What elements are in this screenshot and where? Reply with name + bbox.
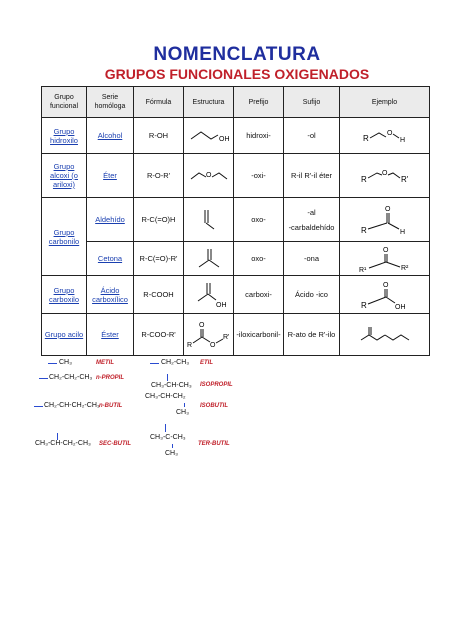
page-subtitle: GRUPOS FUNCIONALES OXIGENADOS xyxy=(104,66,370,82)
header-estructura: Estructura xyxy=(184,87,234,118)
isopropil-bond xyxy=(167,374,168,381)
grupo-alcoxi-link[interactable]: Grupo alcoxi (o ariloxi) xyxy=(50,162,78,189)
example-cell xyxy=(340,118,430,154)
svg-text:O: O xyxy=(381,169,387,177)
cetona-link[interactable]: Cetona xyxy=(97,254,123,263)
svg-text:H: H xyxy=(399,228,405,236)
svg-text:R': R' xyxy=(223,333,230,341)
serie-cell xyxy=(87,242,134,276)
structure-cell xyxy=(184,242,234,276)
terbutil-label: TER-BUTIL xyxy=(198,441,230,447)
grupo-carboxilo-link[interactable]: Grupo carboxilo xyxy=(48,285,79,304)
svg-text:R: R xyxy=(362,133,369,143)
formula-cell: R-C(=O)-R' xyxy=(134,242,184,276)
etil-label: ETIL xyxy=(200,360,213,366)
table-row xyxy=(42,154,430,198)
metil-formula: CH₃ xyxy=(59,359,72,366)
header-sufijo: Sufijo xyxy=(284,87,340,118)
svg-text:H: H xyxy=(399,136,405,144)
isobutil-branch xyxy=(184,403,185,407)
terbutil-methyl: CH₃ xyxy=(165,450,178,457)
header-ejemplo: Ejemplo xyxy=(340,87,430,118)
sufijo-cell: -ona xyxy=(284,242,340,276)
npropil-formula: CH₂-CH₂-CH₃ xyxy=(49,374,93,381)
sufijo-cell xyxy=(284,198,340,242)
formula-cell: R-O-R' xyxy=(134,154,184,198)
npropil-label: n-PROPIL xyxy=(96,375,124,381)
svg-text:O: O xyxy=(382,281,388,289)
eter-link[interactable]: Éter xyxy=(103,171,117,180)
svg-text:R: R xyxy=(187,341,193,349)
grupo-cell xyxy=(42,118,87,154)
svg-text:O: O xyxy=(386,129,392,137)
example-cell xyxy=(340,198,430,242)
svg-text:O: O xyxy=(384,205,390,213)
table-row xyxy=(42,242,430,276)
formula-cell: R-COOH xyxy=(134,276,184,314)
structure-cell xyxy=(184,276,234,314)
grupo-cell xyxy=(42,154,87,198)
serie-cell xyxy=(87,276,134,314)
header-formula: Fórmula xyxy=(134,87,184,118)
etil-bond xyxy=(150,363,159,364)
isobutil-methyl: CH₃ xyxy=(176,409,189,416)
svg-text:R: R xyxy=(360,300,367,310)
secbutil-bond xyxy=(57,433,58,440)
table-row xyxy=(42,118,430,154)
prefijo-cell: carboxi- xyxy=(234,276,284,314)
isopropil-formula: CH₃-CH-CH₃ xyxy=(151,382,192,389)
ketone-structure-drawing xyxy=(187,246,231,272)
prefijo-cell: oxo- xyxy=(234,198,284,242)
serie-cell xyxy=(87,314,134,356)
structure-cell xyxy=(184,118,234,154)
carboxylic-structure-drawing xyxy=(187,280,231,310)
ester-link[interactable]: Éster xyxy=(101,330,119,339)
svg-text:O: O xyxy=(382,246,388,254)
nbutil-bond xyxy=(34,406,43,407)
serie-cell xyxy=(87,154,134,198)
alcohol-example-drawing xyxy=(355,125,415,147)
grupo-cell xyxy=(42,314,87,356)
svg-text:O: O xyxy=(199,321,205,329)
acido-carboxilico-link[interactable]: Ácido carboxílico xyxy=(92,285,128,304)
header-serie: Serie homóloga xyxy=(87,87,134,118)
ketone-example-drawing xyxy=(355,244,415,274)
example-cell xyxy=(340,242,430,276)
prefijo-cell: -iloxicarbonil- xyxy=(234,314,284,356)
secbutil-formula: CH₃-CH-CH₂-CH₃ xyxy=(35,440,91,447)
aldehyde-example-drawing xyxy=(355,203,415,237)
formula-cell: R-COO-R' xyxy=(134,314,184,356)
svg-text:R: R xyxy=(360,174,367,184)
structure-cell xyxy=(184,154,234,198)
grupo-carbonilo-link[interactable]: Grupo carbonilo xyxy=(48,227,80,246)
sufijo-cell: R-ato de R'-ilo xyxy=(284,314,340,356)
table-header-row xyxy=(42,87,430,118)
prefijo-cell: oxo- xyxy=(234,242,284,276)
metil-label: METIL xyxy=(96,360,114,366)
svg-text:O: O xyxy=(210,341,216,349)
grupo-cell xyxy=(42,276,87,314)
svg-text:R': R' xyxy=(400,174,408,184)
ether-structure-drawing xyxy=(187,167,231,185)
ester-example-drawing xyxy=(353,322,417,348)
alcohol-link[interactable]: Alcohol xyxy=(97,131,123,140)
terbutil-branch xyxy=(172,444,173,448)
etil-formula: CH₂-CH₃ xyxy=(161,359,190,366)
page-title: NOMENCLATURA xyxy=(153,44,321,65)
grupo-acilo-link[interactable]: Grupo acilo xyxy=(44,330,84,339)
terbutil-formula: CH₃-C-CH₃ xyxy=(150,434,186,441)
header-grupo: Grupo funcional xyxy=(42,87,87,118)
svg-text:OH: OH xyxy=(394,303,405,311)
terbutil-bond xyxy=(165,424,166,432)
svg-text:R: R xyxy=(360,225,367,235)
isobutil-label: ISOBUTIL xyxy=(200,403,228,409)
nbutil-label: n-BUTIL xyxy=(99,403,123,409)
ether-example-drawing xyxy=(355,165,415,187)
svg-text:OH: OH xyxy=(215,301,226,309)
aldehido-link[interactable]: Aldehído xyxy=(95,215,125,224)
formula-cell: R-OH xyxy=(134,118,184,154)
serie-cell xyxy=(87,118,134,154)
table-row xyxy=(42,198,430,242)
example-cell xyxy=(340,314,430,356)
sufijo-cell: Ácido -ico xyxy=(284,276,340,314)
sufijo-cell: -ol xyxy=(284,118,340,154)
prefijo-cell: hidroxi- xyxy=(234,118,284,154)
structure-cell xyxy=(184,314,234,356)
table-row xyxy=(42,276,430,314)
sufijo-cell: R-il R'-il éter xyxy=(284,154,340,198)
prefijo-cell: -oxi- xyxy=(234,154,284,198)
aldehyde-structure-drawing xyxy=(187,206,231,234)
alcohol-structure-drawing xyxy=(187,127,231,145)
example-cell xyxy=(340,154,430,198)
functional-groups-table xyxy=(41,86,430,356)
svg-text:R²: R² xyxy=(400,264,408,272)
ester-structure-drawing xyxy=(185,319,233,351)
metil-bond xyxy=(48,363,57,364)
formula-cell: R-C(=O)H xyxy=(134,198,184,242)
grupo-cell xyxy=(42,198,87,276)
sufijo-carbaldehido: -carbaldehído xyxy=(288,222,335,232)
serie-cell xyxy=(87,198,134,242)
secbutil-label: SEC-BUTIL xyxy=(99,441,131,447)
table-row xyxy=(42,314,430,356)
oh-label: OH xyxy=(218,135,229,143)
example-cell xyxy=(340,276,430,314)
carboxylic-example-drawing xyxy=(355,279,415,311)
isopropil-label: ISOPROPIL xyxy=(200,382,233,388)
isobutil-formula: CH₃-CH-CH₂ xyxy=(145,393,186,400)
grupo-hidroxilo-link[interactable]: Grupo hidroxilo xyxy=(50,126,78,145)
npropil-bond xyxy=(39,378,48,379)
nbutil-formula: CH₂-CH-CH₂-CH₃ xyxy=(44,402,100,409)
svg-text:R¹: R¹ xyxy=(358,266,366,274)
structure-cell xyxy=(184,198,234,242)
header-prefijo: Prefijo xyxy=(234,87,284,118)
svg-text:O: O xyxy=(205,171,211,179)
sufijo-al: -al xyxy=(307,207,316,217)
